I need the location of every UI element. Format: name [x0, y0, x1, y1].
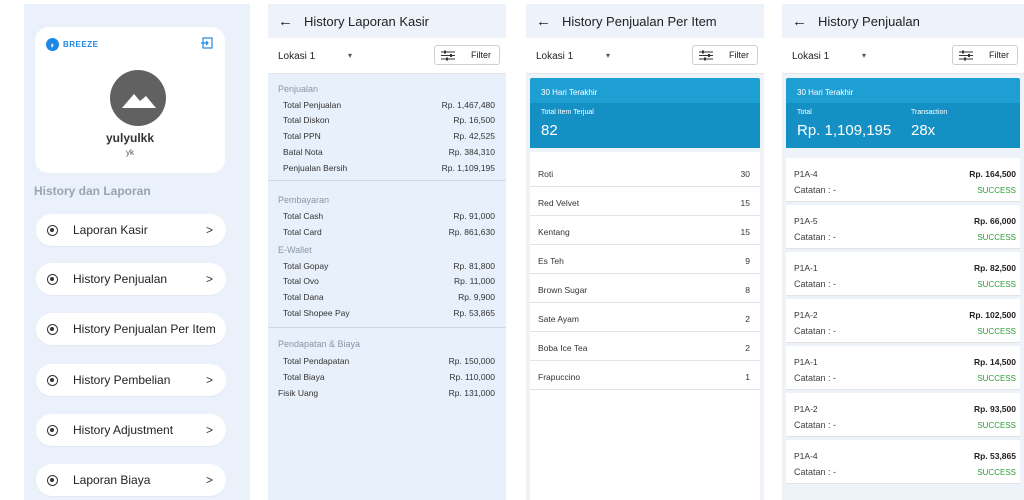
- list-item[interactable]: [530, 245, 760, 274]
- filter-label: Filter: [471, 50, 491, 60]
- total-value: Rp. 1,109,195: [797, 122, 892, 139]
- list-item[interactable]: [530, 361, 760, 390]
- transaction-row[interactable]: [786, 299, 1020, 343]
- row-label: Total Penjualan: [283, 100, 342, 110]
- tx-note: Catatan : -: [794, 185, 837, 195]
- group-title-penjualan: Penjualan: [278, 84, 319, 94]
- row-value: Rp. 110,000: [449, 372, 495, 382]
- report-row: [283, 356, 495, 366]
- brand: [46, 38, 98, 51]
- row-value: Rp. 42,525: [453, 131, 495, 141]
- report-row-fisik-uang: [278, 388, 495, 398]
- app-header: [268, 4, 506, 38]
- tx-amount: Rp. 82,500: [973, 263, 1016, 273]
- laporan-kasir-screen: [268, 4, 506, 500]
- app-header: [526, 4, 764, 38]
- page-title: History Penjualan Per Item: [562, 13, 717, 29]
- menu-item-history-penjualan-per-item[interactable]: [36, 313, 226, 345]
- menu-screen: [24, 4, 250, 500]
- tx-code: P1A-2: [794, 310, 818, 320]
- filter-button[interactable]: [952, 45, 1018, 65]
- toolbar: [268, 38, 506, 74]
- tx-note: Catatan : -: [794, 467, 837, 477]
- item-name: Frapuccino: [538, 372, 581, 382]
- row-label: Total PPN: [283, 131, 321, 141]
- list-item[interactable]: [530, 216, 760, 245]
- chevron-right-icon: >: [205, 473, 213, 487]
- row-value: Rp. 16,500: [453, 115, 495, 125]
- menu-item-history-penjualan[interactable]: [36, 263, 226, 295]
- report-row: [283, 292, 495, 302]
- report-row: [283, 163, 495, 173]
- menu-item-label: Laporan Biaya: [73, 473, 151, 487]
- row-value: Rp. 150,000: [448, 356, 495, 366]
- chevron-right-icon: >: [205, 223, 213, 237]
- summary-band: [786, 103, 1020, 148]
- item-name: Brown Sugar: [538, 285, 588, 295]
- row-label: Total Pendapatan: [283, 356, 350, 366]
- period-label: 30 Hari Terakhir: [797, 88, 854, 97]
- filter-sliders-icon: [959, 50, 973, 61]
- row-value: Rp. 131,000: [448, 388, 495, 398]
- tx-note: Catatan : -: [794, 420, 837, 430]
- status-badge: SUCCESS: [977, 186, 1016, 195]
- report-row: [283, 131, 495, 141]
- back-arrow-icon[interactable]: ←: [536, 12, 551, 30]
- item-name: Sate Ayam: [538, 314, 579, 324]
- period-label: 30 Hari Terakhir: [541, 88, 598, 97]
- tx-amount: Rp. 53,865: [973, 451, 1016, 461]
- item-qty: 15: [740, 227, 750, 237]
- chevron-right-icon: >: [205, 423, 213, 437]
- location-select[interactable]: Lokasi 1: [792, 51, 830, 62]
- report-row: [283, 211, 495, 221]
- row-label: Penjualan Bersih: [283, 163, 348, 173]
- chevron-down-icon[interactable]: ▾: [348, 51, 353, 60]
- row-value: Rp. 384,310: [448, 147, 495, 157]
- row-value: Rp. 1,467,480: [441, 100, 495, 110]
- page-title: History Penjualan: [818, 13, 920, 29]
- status-badge: SUCCESS: [977, 468, 1016, 477]
- group-title-pembayaran: Pembayaran: [278, 195, 330, 205]
- report-row: [283, 115, 495, 125]
- divider: [268, 180, 506, 181]
- list-item[interactable]: [530, 274, 760, 303]
- radio-icon: [47, 225, 58, 236]
- row-label: Total Cash: [283, 211, 324, 221]
- tx-amount: Rp. 66,000: [973, 216, 1016, 226]
- tx-note: Catatan : -: [794, 232, 837, 242]
- tx-note: Catatan : -: [794, 279, 837, 289]
- tx-amount: Rp. 93,500: [973, 404, 1016, 414]
- tx-code: P1A-1: [794, 357, 818, 367]
- list-item[interactable]: [530, 187, 760, 216]
- row-value: Rp. 9,900: [458, 292, 495, 302]
- row-value: Rp. 861,630: [448, 227, 495, 237]
- item-name: Roti: [538, 169, 554, 179]
- filter-label: Filter: [729, 50, 749, 60]
- tx-code: P1A-4: [794, 169, 818, 179]
- toolbar: [782, 38, 1024, 74]
- total-items-label: Total Item Terjual: [541, 109, 594, 116]
- menu-item-label: Laporan Kasir: [73, 223, 148, 237]
- transaction-list: [786, 152, 1020, 500]
- row-value: Rp. 11,000: [454, 276, 495, 286]
- total-label: Total: [797, 109, 812, 116]
- filter-sliders-icon: [699, 50, 713, 61]
- divider: [268, 327, 506, 328]
- row-value: Rp. 81,800: [453, 261, 495, 271]
- tx-note: Catatan : -: [794, 326, 837, 336]
- location-select[interactable]: Lokasi 1: [536, 51, 574, 62]
- item-qty: 2: [745, 343, 750, 353]
- radio-icon: [47, 324, 58, 335]
- avatar: [110, 70, 166, 126]
- tx-code: P1A-1: [794, 263, 818, 273]
- menu-item-history-pembelian[interactable]: [36, 364, 226, 396]
- user-subtitle: yk: [126, 148, 134, 157]
- report-row: [283, 100, 495, 110]
- app-header: [782, 4, 1024, 38]
- item-qty: 8: [745, 285, 750, 295]
- row-label: Total Gopay: [283, 261, 329, 271]
- penjualan-per-item-screen: [526, 4, 764, 500]
- radio-icon: [47, 425, 58, 436]
- status-badge: SUCCESS: [977, 421, 1016, 430]
- group-title-pendapatan-biaya: Pendapatan & Biaya: [278, 339, 361, 349]
- brand-name: BREEZE: [63, 40, 99, 49]
- chevron-down-icon[interactable]: ▾: [862, 51, 867, 60]
- status-badge: SUCCESS: [977, 327, 1016, 336]
- filter-button[interactable]: [434, 45, 500, 65]
- toolbar: [526, 38, 764, 74]
- row-value: Rp. 1,109,195: [441, 163, 495, 173]
- report-row: [283, 227, 495, 237]
- radio-icon: [47, 375, 58, 386]
- list-item[interactable]: [530, 332, 760, 361]
- row-label: Fisik Uang: [278, 388, 319, 398]
- item-name: Es Teh: [538, 256, 564, 266]
- item-qty: 1: [745, 372, 750, 382]
- kasir-report: [268, 74, 506, 500]
- location-select[interactable]: Lokasi 1: [278, 51, 316, 62]
- menu-item-history-adjustment[interactable]: [36, 414, 226, 446]
- filter-button[interactable]: [692, 45, 758, 65]
- history-penjualan-screen: [782, 4, 1024, 500]
- item-list: [530, 152, 760, 500]
- status-badge: SUCCESS: [977, 374, 1016, 383]
- transaction-row[interactable]: [786, 252, 1020, 296]
- menu-item-label: History Pembelian: [73, 373, 171, 387]
- tx-amount: Rp. 102,500: [969, 310, 1016, 320]
- row-label: Total Diskon: [283, 115, 330, 125]
- transaction-value: 28x: [911, 122, 936, 139]
- transaction-row[interactable]: [786, 158, 1020, 202]
- status-badge: SUCCESS: [977, 233, 1016, 242]
- chevron-right-icon: >: [205, 272, 213, 286]
- item-qty: 30: [740, 169, 750, 179]
- profile-card: [35, 27, 225, 173]
- username: yulyulkk: [105, 131, 155, 145]
- page-title: History Laporan Kasir: [304, 13, 429, 29]
- transaction-row[interactable]: [786, 205, 1020, 249]
- item-qty: 15: [740, 198, 750, 208]
- menu-item-label: History Penjualan Per Item: [73, 322, 216, 336]
- row-label: Total Dana: [283, 292, 324, 302]
- list-item[interactable]: [530, 158, 760, 187]
- report-row: [283, 261, 495, 271]
- summary-card: [786, 78, 1020, 148]
- row-value: Rp. 53,865: [453, 308, 495, 318]
- tx-amount: Rp. 14,500: [973, 357, 1016, 367]
- chevron-right-icon: >: [205, 373, 213, 387]
- tx-code: P1A-5: [794, 216, 818, 226]
- menu-item-laporan-kasir[interactable]: [36, 214, 226, 246]
- report-row: [283, 147, 495, 157]
- mountain-image-icon: [110, 70, 166, 126]
- list-item[interactable]: [530, 303, 760, 332]
- chevron-down-icon[interactable]: ▾: [606, 51, 611, 60]
- filter-sliders-icon: [441, 50, 455, 61]
- row-label: Total Shopee Pay: [283, 308, 350, 318]
- transaction-row[interactable]: [786, 440, 1020, 484]
- transaction-row[interactable]: [786, 393, 1020, 437]
- summary-band: [530, 103, 760, 148]
- tx-note: Catatan : -: [794, 373, 837, 383]
- row-value: Rp. 91,000: [453, 211, 495, 221]
- row-label: Total Card: [283, 227, 322, 237]
- transaction-label: Transaction: [911, 109, 948, 116]
- item-qty: 2: [745, 314, 750, 324]
- radio-icon: [47, 274, 58, 285]
- total-items-value: 82: [541, 122, 558, 139]
- report-row: [283, 308, 495, 318]
- logout-icon[interactable]: [201, 37, 213, 49]
- radio-icon: [47, 475, 58, 486]
- tx-code: P1A-4: [794, 451, 818, 461]
- menu-item-label: History Penjualan: [73, 272, 168, 286]
- item-name: Kentang: [538, 227, 570, 237]
- menu-item-laporan-biaya[interactable]: [36, 464, 226, 496]
- tx-code: P1A-2: [794, 404, 818, 414]
- tx-amount: Rp. 164,500: [969, 169, 1016, 179]
- status-badge: SUCCESS: [977, 280, 1016, 289]
- item-qty: 9: [745, 256, 750, 266]
- back-arrow-icon[interactable]: ←: [278, 12, 293, 30]
- menu-item-label: History Adjustment: [73, 423, 174, 437]
- summary-card: [530, 78, 760, 148]
- report-row: [283, 372, 495, 382]
- breeze-logo-icon: ◗: [46, 38, 59, 51]
- item-name: Boba Ice Tea: [538, 343, 588, 353]
- report-row: [283, 276, 495, 286]
- group-title-ewallet: E-Wallet: [278, 245, 312, 255]
- row-label: Total Ovo: [283, 276, 319, 286]
- row-label: Batal Nota: [283, 147, 323, 157]
- filter-label: Filter: [989, 50, 1009, 60]
- back-arrow-icon[interactable]: ←: [792, 12, 807, 30]
- transaction-row[interactable]: [786, 346, 1020, 390]
- section-title: History dan Laporan: [34, 184, 151, 198]
- row-label: Total Biaya: [283, 372, 325, 382]
- item-name: Red Velvet: [538, 198, 580, 208]
